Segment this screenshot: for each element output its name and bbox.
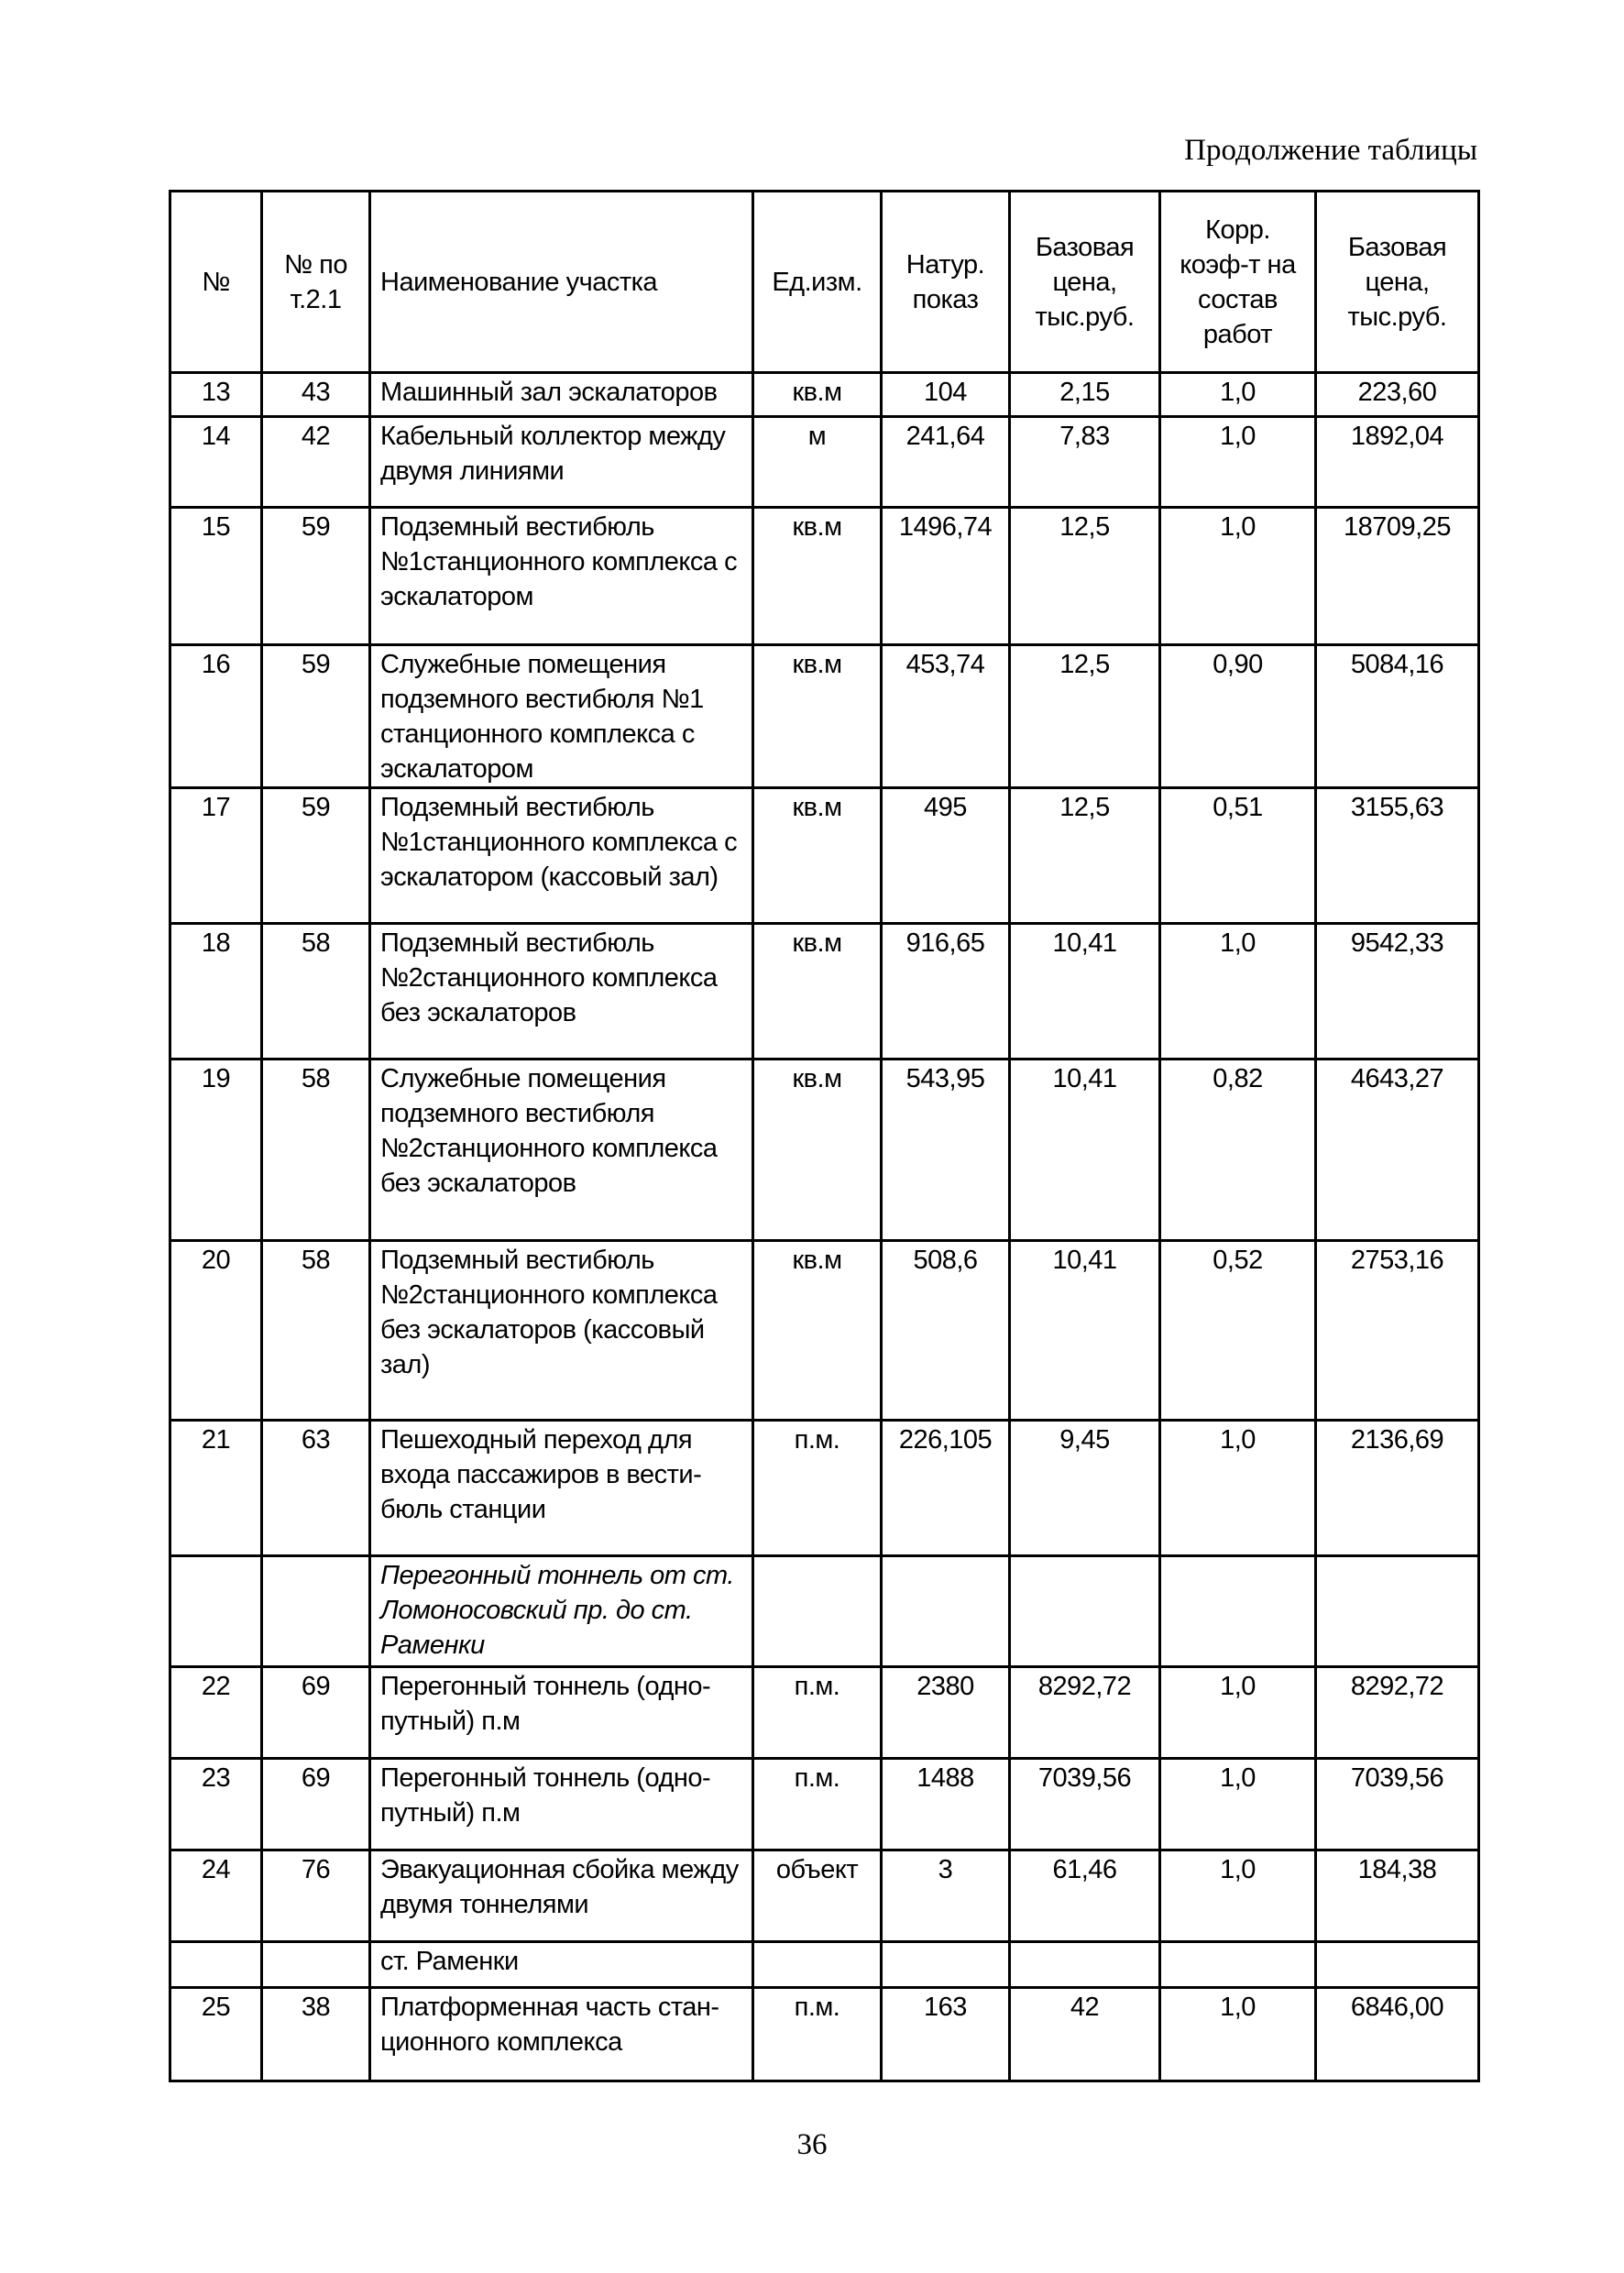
cell-total: 6846,00	[1316, 1988, 1479, 2081]
section-row	[170, 1942, 1479, 1988]
cell-qty: 226,105	[882, 1421, 1010, 1556]
header-name: Наименование участка	[370, 192, 753, 373]
section-row	[170, 1556, 1479, 1667]
cell-no	[170, 1942, 262, 1988]
cell-name: Подземный вестибюль №1станционного комплекса с эскалатором (кассовый зал)	[370, 788, 753, 924]
cell-total: 1892,04	[1316, 417, 1479, 508]
cell-qty: 1496,74	[882, 508, 1010, 645]
cell-coef: 0,82	[1160, 1060, 1316, 1241]
cell-unit: кв.м	[753, 373, 882, 417]
cell-no: 23	[170, 1759, 262, 1850]
cell-unit: п.м.	[753, 1667, 882, 1759]
cell-coef: 1,0	[1160, 1988, 1316, 2081]
cell-unit: кв.м	[753, 1060, 882, 1241]
header-ref: № по т.2.1	[262, 192, 370, 373]
cell-coef: 1,0	[1160, 1421, 1316, 1556]
cell-unit: кв.м	[753, 788, 882, 924]
cell-base-price: 7,83	[1010, 417, 1160, 508]
cell-no: 13	[170, 373, 262, 417]
cell-unit: п.м.	[753, 1988, 882, 2081]
table-row	[170, 1060, 1479, 1241]
cell-name: Служебные помещения подземного вестибюля №2станционного комплекса без эскалаторов	[370, 1060, 753, 1241]
table-row	[170, 1421, 1479, 1556]
cell-coef: 1,0	[1160, 417, 1316, 508]
table-row	[170, 417, 1479, 508]
cell-unit: объект	[753, 1850, 882, 1942]
cell-coef: 0,51	[1160, 788, 1316, 924]
cell-coef	[1160, 1942, 1316, 1988]
cell-coef: 1,0	[1160, 1850, 1316, 1942]
cell-total: 184,38	[1316, 1850, 1479, 1942]
table-row	[170, 924, 1479, 1060]
table-row	[170, 1667, 1479, 1759]
cell-qty: 2380	[882, 1667, 1010, 1759]
cell-coef	[1160, 1556, 1316, 1667]
cell-ref: 38	[262, 1988, 370, 2081]
section-title: Перегонный тоннель от ст. Ломоносовский пр. до ст. Раменки	[370, 1556, 753, 1667]
cell-base-price: 10,41	[1010, 1060, 1160, 1241]
cell-no: 24	[170, 1850, 262, 1942]
cell-unit: п.м.	[753, 1759, 882, 1850]
table-row	[170, 1759, 1479, 1850]
cell-ref: 69	[262, 1759, 370, 1850]
cell-ref: 58	[262, 1241, 370, 1421]
cell-name: Перегонный тоннель (одно-путный) п.м	[370, 1759, 753, 1850]
cell-name: Пешеходный переход для входа пассажиров в вести-бюль станции	[370, 1421, 753, 1556]
cell-name: Перегонный тоннель (одно-путный) п.м	[370, 1667, 753, 1759]
cell-unit: кв.м	[753, 924, 882, 1060]
cell-no: 17	[170, 788, 262, 924]
cell-total: 4643,27	[1316, 1060, 1479, 1241]
table-row	[170, 373, 1479, 417]
cell-no: 25	[170, 1988, 262, 2081]
cell-qty	[882, 1556, 1010, 1667]
cell-no: 15	[170, 508, 262, 645]
cell-name: Подземный вестибюль №1станционного комплекса с эскалатором	[370, 508, 753, 645]
cell-qty: 163	[882, 1988, 1010, 2081]
cell-no: 14	[170, 417, 262, 508]
cell-name: Машинный зал эскалаторов	[370, 373, 753, 417]
cell-total: 5084,16	[1316, 645, 1479, 788]
header-qty: Натур. показ	[882, 192, 1010, 373]
header-unit: Ед.изм.	[753, 192, 882, 373]
cell-unit	[753, 1556, 882, 1667]
cell-ref: 63	[262, 1421, 370, 1556]
cell-name: Подземный вестибюль №2станционного комплекса без эскалаторов	[370, 924, 753, 1060]
section-title: ст. Раменки	[370, 1942, 753, 1988]
cell-qty: 495	[882, 788, 1010, 924]
cell-base-price	[1010, 1556, 1160, 1667]
cell-qty: 453,74	[882, 645, 1010, 788]
cell-base-price: 8292,72	[1010, 1667, 1160, 1759]
cell-no: 21	[170, 1421, 262, 1556]
cost-table	[169, 190, 1480, 2082]
cell-base-price: 10,41	[1010, 1241, 1160, 1421]
cell-total: 8292,72	[1316, 1667, 1479, 1759]
cell-coef: 1,0	[1160, 1667, 1316, 1759]
cell-base-price: 7039,56	[1010, 1759, 1160, 1850]
cell-no: 18	[170, 924, 262, 1060]
table-row	[170, 1241, 1479, 1421]
cell-name: Подземный вестибюль №2станционного комплекса без эскалаторов (кассовый зал)	[370, 1241, 753, 1421]
cell-coef: 1,0	[1160, 1759, 1316, 1850]
table-header-row	[170, 192, 1479, 373]
cell-total: 9542,33	[1316, 924, 1479, 1060]
cell-name: Кабельный коллектор между двумя линиями	[370, 417, 753, 508]
table-row	[170, 508, 1479, 645]
cell-ref: 59	[262, 645, 370, 788]
cell-unit: кв.м	[753, 645, 882, 788]
cell-coef: 0,90	[1160, 645, 1316, 788]
cell-total: 18709,25	[1316, 508, 1479, 645]
table-continuation-caption: Продолжение таблицы	[1184, 134, 1477, 167]
cell-name: Платформенная часть стан-ционного комплекса	[370, 1988, 753, 2081]
header-no: №	[170, 192, 262, 373]
cell-total: 2136,69	[1316, 1421, 1479, 1556]
cell-unit	[753, 1942, 882, 1988]
cell-no: 19	[170, 1060, 262, 1241]
cell-coef: 1,0	[1160, 373, 1316, 417]
table-row	[170, 1850, 1479, 1942]
cell-qty: 543,95	[882, 1060, 1010, 1241]
cell-ref: 59	[262, 788, 370, 924]
cell-ref: 76	[262, 1850, 370, 1942]
cell-total	[1316, 1556, 1479, 1667]
table-row	[170, 645, 1479, 788]
table-row	[170, 788, 1479, 924]
header-total: Базовая цена, тыс.руб.	[1316, 192, 1479, 373]
cell-qty	[882, 1942, 1010, 1988]
cell-base-price: 12,5	[1010, 508, 1160, 645]
cell-name: Служебные помещения подземного вестибюля №1 станционного комплекса с эскалатором	[370, 645, 753, 788]
cell-no: 16	[170, 645, 262, 788]
cell-qty: 1488	[882, 1759, 1010, 1850]
header-base-price: Базовая цена, тыс.руб.	[1010, 192, 1160, 373]
cell-base-price: 10,41	[1010, 924, 1160, 1060]
cell-total: 223,60	[1316, 373, 1479, 417]
table-row	[170, 1988, 1479, 2081]
cell-base-price: 61,46	[1010, 1850, 1160, 1942]
cell-unit: кв.м	[753, 508, 882, 645]
cell-qty: 3	[882, 1850, 1010, 1942]
cell-base-price: 42	[1010, 1988, 1160, 2081]
cell-ref: 58	[262, 924, 370, 1060]
cell-qty: 508,6	[882, 1241, 1010, 1421]
cell-qty: 916,65	[882, 924, 1010, 1060]
cell-total: 7039,56	[1316, 1759, 1479, 1850]
cell-total: 3155,63	[1316, 788, 1479, 924]
cell-ref: 69	[262, 1667, 370, 1759]
page-number: 36	[796, 2128, 828, 2161]
cell-base-price: 9,45	[1010, 1421, 1160, 1556]
cell-qty: 241,64	[882, 417, 1010, 508]
cell-name: Эвакуационная сбойка между двумя тоннелями	[370, 1850, 753, 1942]
cell-ref: 58	[262, 1060, 370, 1241]
cell-ref	[262, 1942, 370, 1988]
cell-qty: 104	[882, 373, 1010, 417]
cell-unit: кв.м	[753, 1241, 882, 1421]
cell-ref: 59	[262, 508, 370, 645]
cell-no	[170, 1556, 262, 1667]
cell-ref: 43	[262, 373, 370, 417]
cell-unit: м	[753, 417, 882, 508]
cell-coef: 1,0	[1160, 924, 1316, 1060]
cell-total: 2753,16	[1316, 1241, 1479, 1421]
cell-coef: 0,52	[1160, 1241, 1316, 1421]
cell-base-price: 12,5	[1010, 645, 1160, 788]
cell-base-price: 12,5	[1010, 788, 1160, 924]
cell-coef: 1,0	[1160, 508, 1316, 645]
cell-ref: 42	[262, 417, 370, 508]
cell-base-price	[1010, 1942, 1160, 1988]
cell-total	[1316, 1942, 1479, 1988]
cell-no: 20	[170, 1241, 262, 1421]
cell-ref	[262, 1556, 370, 1667]
cell-no: 22	[170, 1667, 262, 1759]
header-coef: Корр. коэф-т на состав работ	[1160, 192, 1316, 373]
cell-unit: п.м.	[753, 1421, 882, 1556]
cell-base-price: 2,15	[1010, 373, 1160, 417]
